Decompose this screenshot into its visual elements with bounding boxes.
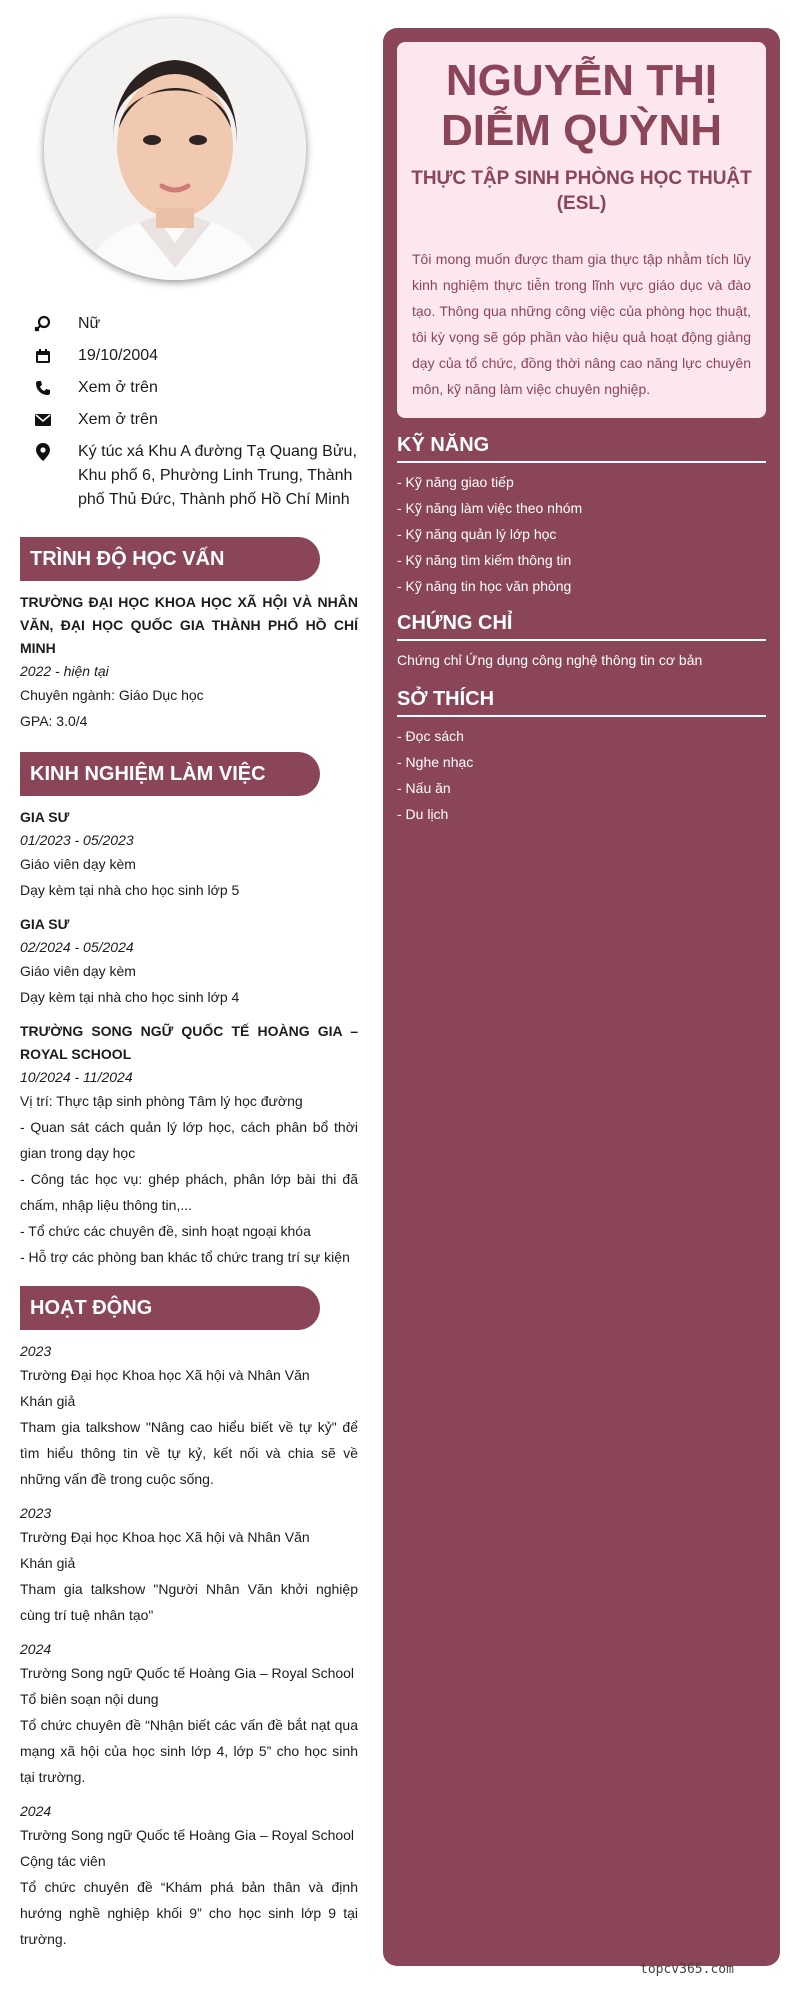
activity-org: Trường Song ngữ Quốc tế Hoàng Gia – Royal School	[20, 1827, 355, 1843]
skill-item: - Kỹ năng quản lý lớp học	[397, 526, 557, 542]
certificate-item: Chứng chỉ Ứng dụng công nghệ thông tin cơ bản	[397, 652, 703, 668]
phone-icon	[32, 376, 54, 400]
profile-photo	[44, 18, 306, 280]
activity-desc: Tổ chức chuyên đề “Nhận biết các vấn đề bắt nạt qua mạng xã hội của học sinh lớp 4, lớp 5” cho học sinh tại trường.	[20, 1717, 358, 1785]
experience-entry-3	[20, 1020, 358, 1270]
full-name	[397, 56, 766, 156]
hobby-item: - Du lịch	[397, 806, 449, 822]
contact-address	[32, 440, 358, 512]
skill-item: - Kỹ năng tin học văn phòng	[397, 578, 572, 594]
phone-text: Xem ở trên	[78, 379, 158, 396]
activity-role: Khán giả	[20, 1393, 76, 1409]
experience-title: KINH NGHIỆM LÀM VIỆC	[20, 752, 320, 796]
activity-year: 2024	[20, 1641, 52, 1657]
experience-line: Dạy kèm tại nhà cho học sinh lớp 5	[20, 882, 240, 898]
education-major: Chuyên ngành: Giáo Dục học	[20, 687, 204, 703]
activity-org: Trường Đại học Khoa học Xã hội và Nhân Văn	[20, 1529, 310, 1545]
left-sections	[20, 537, 358, 1952]
skill-item: - Kỹ năng giao tiếp	[397, 474, 514, 490]
activity-entry-1	[20, 1340, 358, 1492]
name-box	[397, 42, 766, 418]
hobbies-section	[397, 684, 766, 827]
experience-line: Giáo viên dạy kèm	[20, 856, 136, 872]
portrait-image	[44, 18, 306, 280]
gender-icon	[32, 312, 54, 336]
activities-title: HOẠT ĐỘNG	[20, 1286, 320, 1330]
name-line-2: DIỄM QUỲNH	[440, 106, 723, 155]
experience-entry-1	[20, 806, 358, 903]
contact-dob	[32, 344, 358, 368]
experience-line: - Công tác học vụ: ghép phách, phân lớp bài thi đã chấm, nhập liệu thông tin,...	[20, 1171, 358, 1213]
footer-watermark: topcv365.com	[640, 1962, 734, 1977]
skills-title: KỸ NĂNG	[397, 430, 766, 463]
activity-entry-4	[20, 1800, 358, 1952]
activity-desc: Tham gia talkshow "Nâng cao hiểu biết về tự kỷ" để tìm hiểu thông tin về tự kỷ, kết nối và chia sẽ về những vấn đề trong cuộc sống.	[20, 1419, 358, 1487]
hobby-item: - Nấu ăn	[397, 780, 451, 796]
activity-desc: Tham gia talkshow "Người Nhân Văn khởi nghiệp cùng trí tuệ nhân tạo"	[20, 1581, 358, 1623]
experience-period: 02/2024 - 05/2024	[20, 939, 134, 955]
contact-email	[32, 408, 358, 432]
experience-org: TRƯỜNG SONG NGỮ QUỐC TẾ HOÀNG GIA – ROYAL SCHOOL	[20, 1023, 358, 1062]
activity-entry-3	[20, 1638, 358, 1790]
activity-role: Cộng tác viên	[20, 1853, 106, 1869]
experience-org: GIA SƯ	[20, 809, 70, 825]
activity-org: Trường Song ngữ Quốc tế Hoàng Gia – Royal School	[20, 1665, 355, 1681]
experience-period: 10/2024 - 11/2024	[20, 1069, 133, 1085]
certificates-title: CHỨNG CHỈ	[397, 608, 766, 641]
skill-item: - Kỹ năng tìm kiếm thông tin	[397, 552, 572, 568]
experience-org: GIA SƯ	[20, 916, 70, 932]
name-line-1: NGUYỄN THỊ	[445, 56, 718, 105]
activity-year: 2023	[20, 1343, 52, 1359]
education-school: TRƯỜNG ĐẠI HỌC KHOA HỌC XÃ HỘI VÀ NHÂN VĂN, ĐẠI HỌC QUỐC GIA THÀNH PHỐ HỒ CHÍ MINH	[20, 594, 358, 656]
experience-line: Dạy kèm tại nhà cho học sinh lớp 4	[20, 989, 240, 1005]
education-title: TRÌNH ĐỘ HỌC VẤN	[20, 537, 320, 581]
location-icon	[32, 440, 54, 464]
experience-line: - Quan sát cách quản lý lớp học, cách phân bổ thời gian trong dạy học	[20, 1119, 358, 1161]
mail-icon	[32, 408, 54, 432]
dob-text: 19/10/2004	[78, 347, 159, 364]
email-text: Xem ở trên	[78, 411, 158, 428]
education-entry	[20, 591, 358, 734]
experience-line: - Tổ chức các chuyên đề, sinh hoạt ngoại khóa	[20, 1223, 311, 1239]
right-panel	[383, 28, 780, 1966]
hobbies-title: SỞ THÍCH	[397, 684, 766, 717]
experience-entry-2	[20, 913, 358, 1010]
activity-desc: Tổ chức chuyên đề “Khám phá bản thân và định hướng nghề nghiệp khối 9” cho học sinh lớp 9 tại trường.	[20, 1879, 358, 1947]
activity-role: Tổ biên soạn nội dung	[20, 1691, 159, 1707]
skill-item: - Kỹ năng làm việc theo nhóm	[397, 500, 583, 516]
job-title: THỰC TẬP SINH PHÒNG HỌC THUẬT (ESL)	[411, 168, 752, 214]
contact-info	[32, 312, 358, 520]
address-text: Ký túc xá Khu A đường Tạ Quang Bửu, Khu phố 6, Phường Linh Trung, Thành phố Thủ Đức, Thành phố Hồ Chí Minh	[78, 443, 357, 508]
calendar-icon	[32, 344, 54, 368]
education-gpa: GPA: 3.0/4	[20, 713, 88, 729]
contact-gender	[32, 312, 358, 336]
activity-entry-2	[20, 1502, 358, 1628]
experience-line: - Hỗ trợ các phòng ban khác tổ chức trang trí sự kiện	[20, 1249, 350, 1265]
experience-period: 01/2023 - 05/2023	[20, 832, 134, 848]
experience-line: Vị trí: Thực tập sinh phòng Tâm lý học đường	[20, 1093, 303, 1109]
activity-org: Trường Đại học Khoa học Xã hội và Nhân Văn	[20, 1367, 310, 1383]
career-objective: Tôi mong muốn được tham gia thực tập nhằm tích lũy kinh nghiệm thực tiễn trong lĩnh vực giáo dục và đào tạo. Thông qua những công việc của phòng học thuật, tôi kỳ vọng sẽ góp phần vào hiệu quả hoạt động giảng dạy của tổ chức, đồng thời nâng cao năng lực chuyên môn, kỹ năng làm việc chuyên nghiệp.	[412, 251, 751, 397]
activity-year: 2024	[20, 1803, 52, 1819]
hobby-item: - Đọc sách	[397, 728, 464, 744]
gender-text: Nữ	[78, 315, 101, 332]
activity-year: 2023	[20, 1505, 52, 1521]
experience-line: Giáo viên dạy kèm	[20, 963, 136, 979]
certificates-section	[397, 608, 766, 673]
activity-role: Khán giả	[20, 1555, 76, 1571]
skills-section	[397, 430, 766, 599]
hobby-item: - Nghe nhạc	[397, 754, 474, 770]
contact-phone	[32, 376, 358, 400]
education-period: 2022 - hiện tại	[20, 663, 109, 679]
